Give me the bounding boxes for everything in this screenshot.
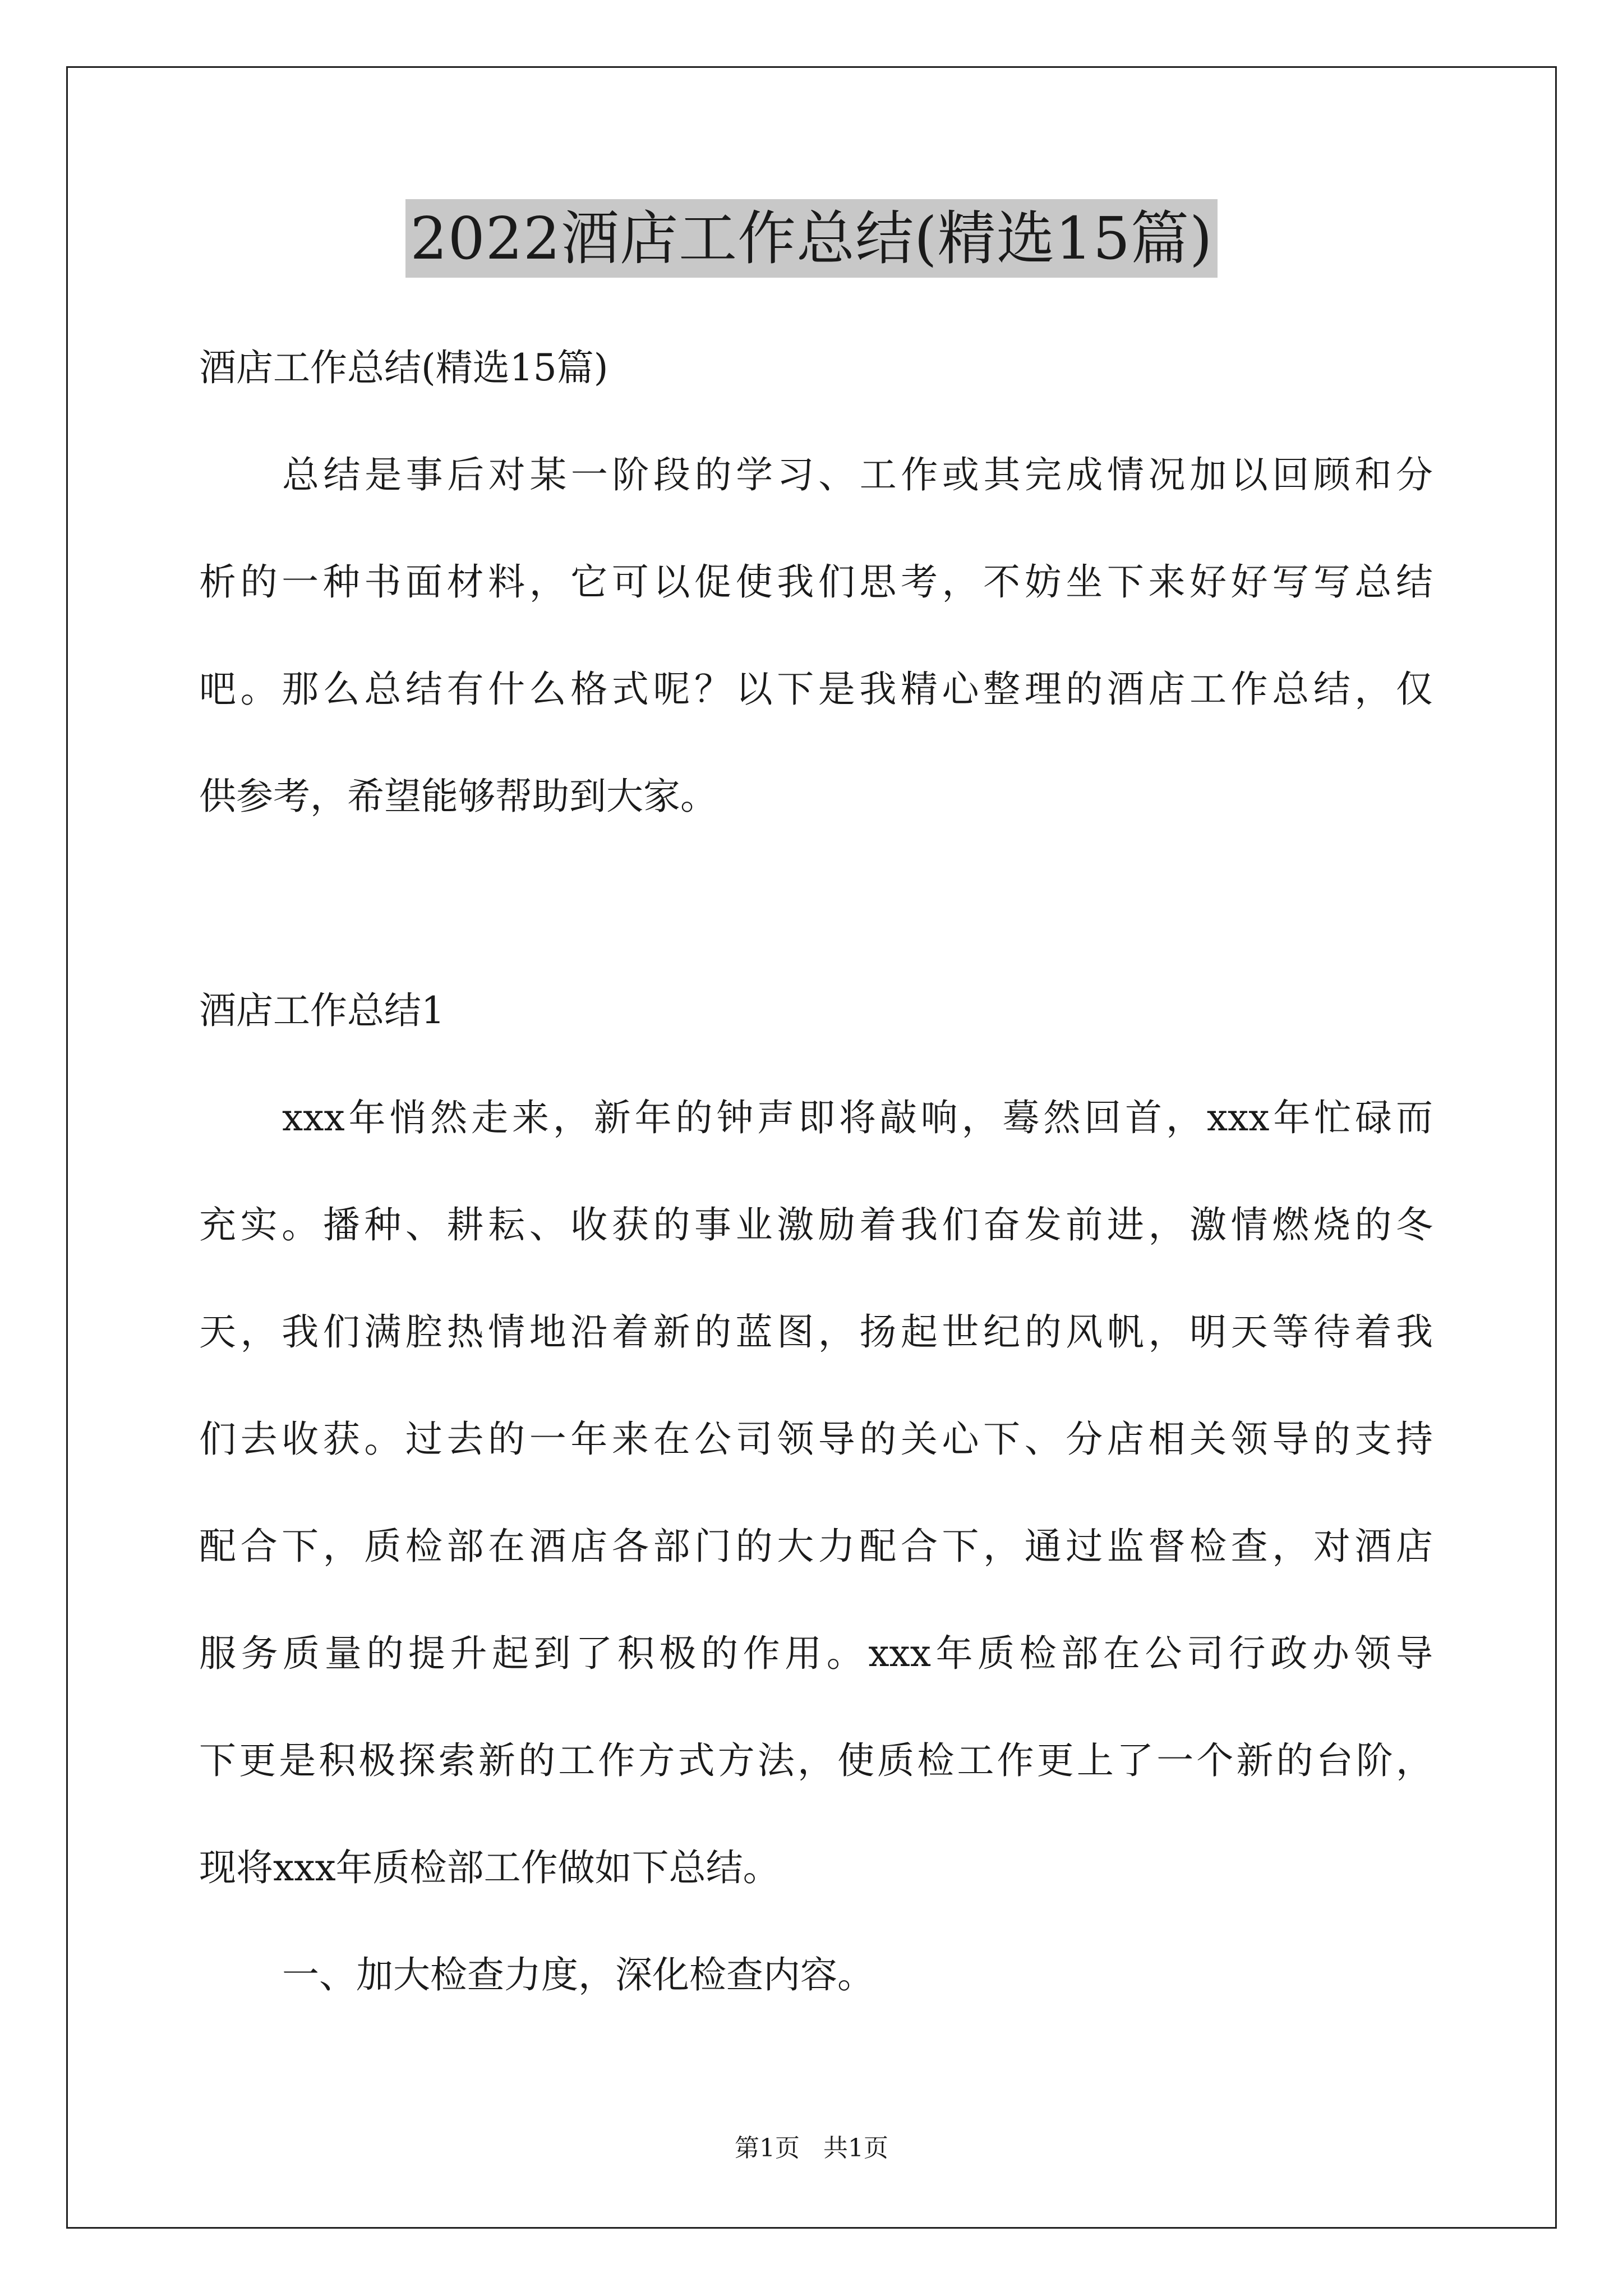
paragraph-gap <box>199 850 1433 957</box>
section-heading: 酒店工作总结1 <box>199 989 445 1032</box>
page-footer <box>0 2132 1623 2165</box>
document-subtitle: 酒店工作总结(精选15篇) <box>199 346 608 389</box>
section-line: 充实。播种、耕耘、收获的事业激励着我们奋发前进，激情燃烧的冬 <box>199 1203 1433 1246</box>
intro-line: 供参考，希望能够帮助到大家。 <box>199 775 717 818</box>
document-title: 2022酒店工作总结(精选15篇) <box>405 199 1217 278</box>
intro-line: 析的一种书面材料，它可以促使我们思考，不妨坐下来好好写写总结 <box>199 560 1433 604</box>
section-line: 服务质量的提升起到了积极的作用。xxx年质检部在公司行政办领导 <box>199 1632 1433 1675</box>
section-line: xxx年悄然走来，新年的钟声即将敲响，蓦然回首，xxx年忙碌而 <box>282 1096 1433 1139</box>
point-heading: 一、加大检查力度，深化检查内容。 <box>282 1953 874 1996</box>
section-line: 现将xxx年质检部工作做如下总结。 <box>199 1846 780 1889</box>
section-line: 配合下，质检部在酒店各部门的大力配合下，通过监督检查，对酒店 <box>199 1525 1433 1568</box>
intro-line: 总结是事后对某一阶段的学习、工作或其完成情况加以回顾和分 <box>282 453 1433 496</box>
document-body <box>199 314 1433 2028</box>
title-container <box>0 199 1623 278</box>
page-total: 共1页 <box>823 2134 888 2162</box>
page-number: 第1页 <box>735 2134 800 2162</box>
section-line: 天，我们满腔热情地沿着新的蓝图，扬起世纪的风帆，明天等待着我 <box>199 1310 1433 1354</box>
section-line: 们去收获。过去的一年来在公司领导的关心下、分店相关领导的支持 <box>199 1418 1433 1461</box>
section-line: 下更是积极探索新的工作方式方法，使质检工作更上了一个新的台阶， <box>199 1739 1433 1782</box>
intro-line: 吧。那么总结有什么格式呢？以下是我精心整理的酒店工作总结，仅 <box>199 668 1433 711</box>
